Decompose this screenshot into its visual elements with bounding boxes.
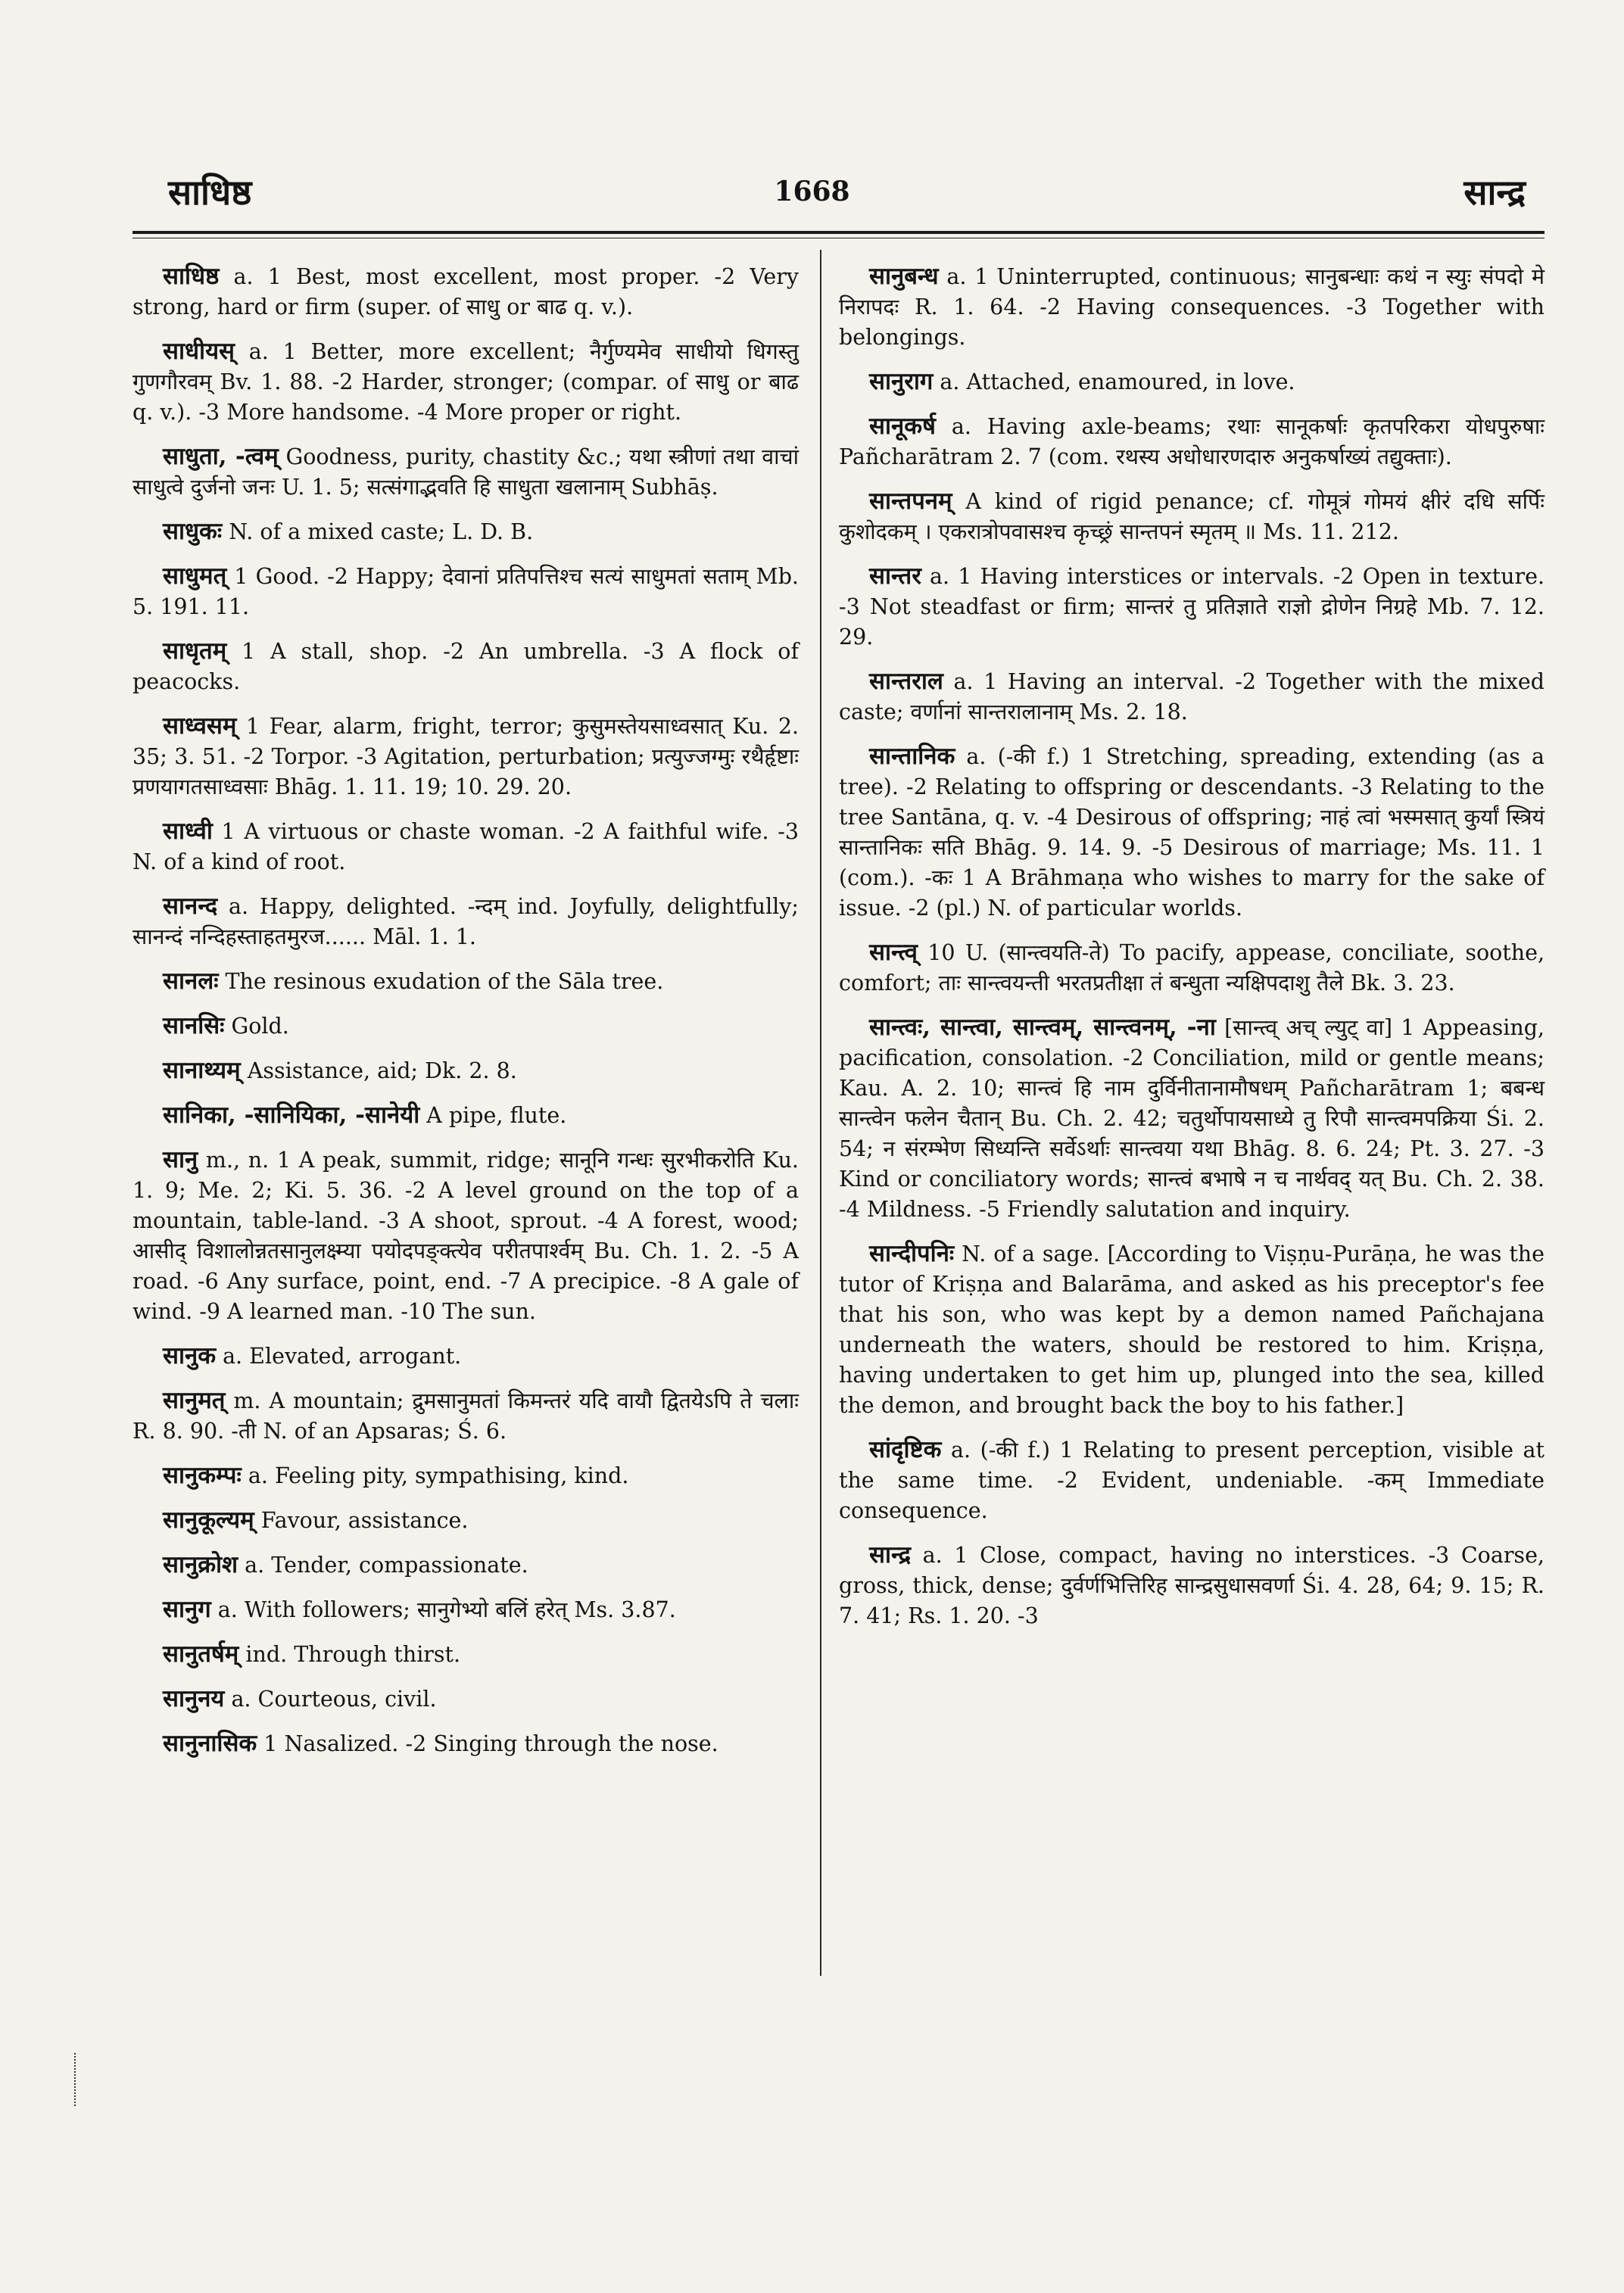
dictionary-entry xyxy=(132,261,799,322)
left-column xyxy=(132,261,799,1773)
dictionary-entry xyxy=(132,1505,799,1536)
entry-headword: सानुबन्ध xyxy=(869,263,939,290)
entry-headword: सानन्द xyxy=(163,893,218,920)
entry-definition: The resinous exudation of the Sāla tree. xyxy=(225,969,664,994)
last-headword: सान्द्र xyxy=(1463,172,1526,213)
dictionary-entry xyxy=(132,1728,799,1759)
entry-headword: सानाथ्यम् xyxy=(163,1057,241,1084)
dictionary-entry xyxy=(839,937,1545,999)
entry-headword: साधीयस् xyxy=(163,338,235,365)
dictionary-entry xyxy=(132,966,799,997)
entry-definition: a. 1 Close, compact, having no interstices. -3 Coarse, gross, thick, dense; दुर्वर्णभित्तिरिह सान्द्रसुधासवर्णा Śi. 4. 28, 64; 9. 15; R. 7. 41; Rs. 1. 20. -3 xyxy=(839,1543,1545,1628)
entry-headword: सांदृष्टिक xyxy=(869,1436,942,1463)
dictionary-entry xyxy=(132,441,799,503)
entry-headword: सान्तानिक xyxy=(869,743,955,770)
dictionary-entry xyxy=(132,711,799,802)
entry-definition: m., n. 1 A peak, summit, ridge; सानूनि गन्धः सुरभीकरोति Ku. 1. 9; Me. 2; Ki. 5. 36. -2 A level ground on the top of a mountain, table-land. -3 A shoot, sprout. -4 A forest, wood; आसीद् विशालोन्नतसानुलक्ष्म्या पयोदपङ्क्त्येव परीतपार्श्वम् Bu. Ch. 1. 2. -5 A road. -6 Any surface, point, end. -7 A precipice. -8 A gale of wind. -9 A learned man. -10 The sun. xyxy=(132,1148,799,1324)
entry-definition: a. (-की f.) 1 Stretching, spreading, extending (as a tree). -2 Relating to offspring or descendants. -3 Relating to the tree Santāna, q. v. -4 Desirous of offspring; नाहं त्वां भस्मसात् कुर्यां स्त्रियं सान्तानिकः सति Bhāg. 9. 14. 9. -5 Desirous of marriage; Ms. 11. 1 (com.). -कः 1 A Brāhmaṇa who wishes to marry for the sake of issue. -2 (pl.) N. of particular worlds. xyxy=(839,744,1545,921)
entry-definition: a. Having axle-beams; रथाः सानूकर्षाः कृतपरिकरा योधपुरुषाः Pañcharātram 2. 7 (com. रथस्य अधोधारणदारु अनुकर्षाख्यं तद्युक्ताः). xyxy=(839,414,1545,469)
column-divider xyxy=(820,250,821,1976)
entry-definition: a. 1 Having interstices or intervals. -2 Open in texture. -3 Not steadfast or firm; सान्तरं तु प्रतिज्ञाते राज्ञो द्रोणेन निग्रहे Mb. 7. 12. 29. xyxy=(839,564,1545,650)
dictionary-entry xyxy=(839,666,1545,727)
entry-headword: सान्तराल xyxy=(869,668,943,695)
entry-headword: सानुतर्षम् xyxy=(163,1640,239,1668)
dictionary-entry xyxy=(132,336,799,428)
dictionary-entry xyxy=(132,1055,799,1086)
dictionary-entry xyxy=(132,1011,799,1042)
entry-headword: सान्दीपनिः xyxy=(869,1240,955,1267)
entry-headword: सानुनय xyxy=(163,1685,225,1712)
entry-headword: सान्द्र xyxy=(869,1541,912,1569)
entry-definition: a. Happy, delighted. -न्दम् ind. Joyfully, delightfully; सानन्दं नन्दिहस्ताहतमुरज...... Māl. 1. 1. xyxy=(132,894,800,949)
header-rule-thick xyxy=(132,231,1545,234)
entry-headword: सान्तपनम् xyxy=(869,488,952,515)
entry-headword: साधुकः xyxy=(163,518,223,545)
dictionary-entry xyxy=(132,1145,799,1327)
entry-definition: a. Attached, enamoured, in love. xyxy=(940,369,1295,394)
dictionary-entry xyxy=(132,636,799,697)
entry-headword: सानुमत् xyxy=(163,1387,226,1414)
entry-definition: A pipe, flute. xyxy=(426,1103,567,1128)
entry-headword: साधिष्ठ xyxy=(163,263,220,290)
dictionary-entry xyxy=(839,1238,1545,1421)
entry-definition: A kind of rigid penance; cf. गोमूत्रं गोमयं क्षीरं दधि सर्पिः कुशोदकम् । एकरात्रोपवासश्च कृच्छ्रं सान्तपनं स्मृतम् ॥ Ms. 11. 212. xyxy=(839,489,1545,544)
entry-definition: N. of a sage. [According to Viṣṇu-Purāṇa, he was the tutor of Kriṣṇa and Balarāma, and asked as his preceptor's fee that his son, who was kept by a demon named Pañchajana underneath the waters, should be restored to him. Kriṣṇa, having undertaken to get him up, plunged into the sea, killed the demon, and brought back the boy to his father.] xyxy=(839,1242,1545,1418)
dictionary-entry xyxy=(839,1012,1545,1225)
dictionary-entry xyxy=(839,366,1545,397)
entry-headword: साधृतम् xyxy=(163,637,227,665)
entry-definition: a. (-की f.) 1 Relating to present perception, visible at the same time. -2 Evident, undeniable. -कम् Immediate consequence. xyxy=(839,1438,1545,1523)
entry-definition: a. 1 Uninterrupted, continuous; सानुबन्धाः कथं न स्युः संपदो मे निरापदः R. 1. 64. -2 Having consequences. -3 Together with belongings. xyxy=(839,264,1545,350)
margin-marks xyxy=(74,2053,83,2106)
entry-definition: 10 U. (सान्त्वयति-ते) To pacify, appease, conciliate, soothe, comfort; ताः सान्त्वयन्ती भरतप्रतीक्षा तं बन्धुता न्यक्षिपदाशु तैले Bk. 3. 23. xyxy=(839,940,1545,995)
entry-headword: साध्वी xyxy=(163,818,213,845)
entry-definition: a. 1 Having an interval. -2 Together with the mixed caste; वर्णानां सान्तरालानाम् Ms. 2. 18. xyxy=(839,669,1545,724)
dictionary-entry xyxy=(132,561,799,622)
entry-headword: सानुकम्पः xyxy=(163,1462,242,1489)
entry-headword: सानसिः xyxy=(163,1012,225,1039)
entry-headword: सान्त्व् xyxy=(869,939,918,966)
dictionary-entry xyxy=(132,1550,799,1581)
dictionary-entry xyxy=(132,1639,799,1670)
right-column xyxy=(839,261,1545,1645)
entry-definition: 1 Nasalized. -2 Singing through the nose. xyxy=(263,1731,718,1756)
dictionary-entry xyxy=(839,411,1545,472)
dictionary-entry xyxy=(132,516,799,547)
entry-definition: a. Elevated, arrogant. xyxy=(223,1344,462,1369)
entry-definition: ind. Through thirst. xyxy=(245,1642,461,1667)
entry-definition: 1 Good. -2 Happy; देवानां प्रतिपत्तिश्च सत्यं साधुमतां सताम् Mb. 5. 191. 11. xyxy=(132,564,799,619)
entry-headword: सानुक्रोश xyxy=(163,1551,238,1578)
entry-definition: Favour, assistance. xyxy=(260,1508,469,1533)
dictionary-entry xyxy=(839,261,1545,353)
dictionary-entry xyxy=(132,1341,799,1372)
entry-definition: [सान्त्व् अच् ल्युट् वा] 1 Appeasing, pacification, consolation. -2 Conciliation, mild or gentle means; Kau. A. 2. 10; सान्त्वं हि नाम दुर्विनीतानामौषधम् Pañcharātram 1; बबन्ध सान्त्वेन फलेन चैतान् Bu. Ch. 2. 42; चतुर्थोपायसाध्ये तु रिपौ सान्त्वमपक्रिया Śi. 2. 54; न संरम्भेण सिध्यन्ति सर्वेऽर्थाः सान्त्वया यथा Bhāg. 8. 6. 24; Pt. 3. 27. -3 Kind or conciliatory words; सान्त्वं बभाषे न च नार्थवद् यत् Bu. Ch. 2. 38. -4 Mildness. -5 Friendly salutation and inquiry. xyxy=(839,1015,1545,1222)
entry-headword: साधुता, -त्वम् xyxy=(163,443,279,470)
entry-headword: साध्वसम् xyxy=(163,712,237,740)
dictionary-entry xyxy=(132,1385,799,1447)
entry-definition: a. With followers; सानुगेभ्यो बलिं हरेत् Ms. 3.87. xyxy=(217,1597,676,1622)
dictionary-entry xyxy=(132,1100,799,1131)
entry-definition: 1 Fear, alarm, fright, terror; कुसुमस्तेयसाध्वसात् Ku. 2. 35; 3. 51. -2 Torpor. -3 Agitation, perturbation; प्रत्युज्जग्मुः रथैर्हृष्टाः प्रणयागतसाध्वसाः Bhāg. 1. 11. 19; 10. 29. 20. xyxy=(132,714,800,799)
entry-definition: 1 A stall, shop. -2 An umbrella. -3 A flock of peacocks. xyxy=(132,639,800,694)
entry-definition: a. Courteous, civil. xyxy=(231,1687,437,1712)
dictionary-entry xyxy=(132,816,799,877)
entry-definition: a. Tender, compassionate. xyxy=(245,1553,528,1578)
dictionary-entry xyxy=(132,1684,799,1715)
entry-headword: सानिका, -सानियिका, -सानेयी xyxy=(163,1101,420,1129)
entry-definition: a. 1 Best, most excellent, most proper. -2 Very strong, hard or firm (super. of साधु or बाढ q. v.). xyxy=(132,264,799,319)
entry-headword: सानुनासिक xyxy=(163,1730,257,1757)
entry-headword: सानूकर्ष xyxy=(869,413,936,440)
entry-definition: a. Feeling pity, sympathising, kind. xyxy=(248,1463,629,1488)
entry-headword: सानु xyxy=(163,1146,198,1173)
dictionary-entry xyxy=(132,1594,799,1625)
entry-definition: Gold. xyxy=(231,1014,289,1039)
dictionary-entry xyxy=(132,1460,799,1491)
entry-definition: Assistance, aid; Dk. 2. 8. xyxy=(247,1058,517,1083)
entry-headword: सानुक xyxy=(163,1342,216,1369)
dictionary-entry xyxy=(839,1435,1545,1526)
entry-definition: Goodness, purity, chastity &c.; यथा स्त्रीणां तथा वाचां साधुत्वे दुर्जनो जनः U. 1. 5; सत्संगाद्भवति हि साधुता खलानाम् Subhāṣ. xyxy=(132,444,800,500)
entry-headword: सानलः xyxy=(163,967,219,995)
dictionary-entry xyxy=(839,486,1545,547)
dictionary-entry xyxy=(132,891,799,952)
entry-definition: 1 A virtuous or chaste woman. -2 A faithful wife. -3 N. of a kind of root. xyxy=(132,819,799,874)
entry-headword: सान्त्वः, सान्त्वा, सान्त्वम्, सान्त्वनम्, -ना xyxy=(869,1014,1216,1041)
entry-definition: N. of a mixed caste; L. D. B. xyxy=(229,519,534,544)
entry-headword: सानुकूल्यम् xyxy=(163,1506,254,1534)
entry-headword: साधुमत् xyxy=(163,562,227,590)
first-headword: साधिष्ठ xyxy=(168,172,252,213)
dictionary-entry xyxy=(839,561,1545,653)
entry-definition: m. A mountain; द्रुमसानुमतां किमन्तरं यदि वायौ द्वितयेऽपि ते चलाः R. 8. 90. -ती N. of an Apsaras; Ś. 6. xyxy=(132,1388,799,1444)
entry-headword: सान्तर xyxy=(869,562,921,590)
entry-headword: सानुग xyxy=(163,1596,211,1623)
dictionary-entry xyxy=(839,741,1545,924)
dictionary-entry xyxy=(839,1540,1545,1631)
page-number: 1668 xyxy=(774,176,850,207)
running-head xyxy=(0,168,1624,221)
entry-definition: a. 1 Better, more excellent; नैर्गुण्यमेव साधीयो धिगस्तु गुणगौरवम् Bv. 1. 88. -2 Harder, stronger; (compar. of साधु or बाढ q. v.). -3 More handsome. -4 More proper or right. xyxy=(132,339,799,425)
entry-headword: सानुराग xyxy=(869,368,934,395)
